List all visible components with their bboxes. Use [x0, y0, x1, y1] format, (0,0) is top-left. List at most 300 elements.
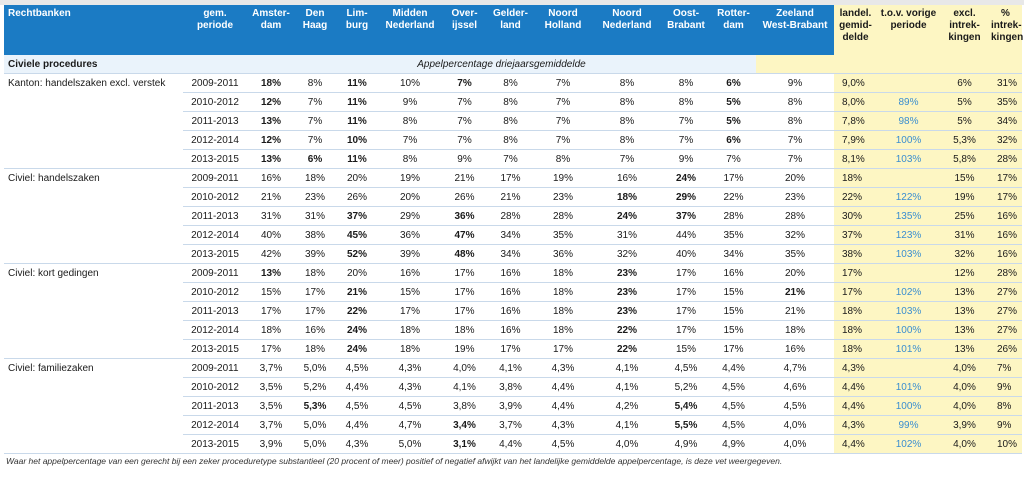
pct-withdrawals-cell: 17%: [989, 188, 1022, 207]
row-label: [4, 340, 183, 359]
value-cell: 10%: [379, 74, 441, 93]
value-cell: 44%: [661, 226, 711, 245]
value-cell: 35%: [756, 245, 834, 264]
value-cell: 8%: [488, 93, 533, 112]
table-row: [4, 340, 1022, 359]
period-cell: 2011-2013: [183, 207, 247, 226]
excl-withdrawals-cell: 13%: [940, 340, 989, 359]
value-cell: 28%: [533, 207, 593, 226]
value-cell: 4,7%: [379, 416, 441, 435]
national-average-cell: 17%: [834, 264, 877, 283]
value-cell: 4,9%: [661, 435, 711, 454]
pct-withdrawals-cell: 9%: [989, 378, 1022, 397]
excl-withdrawals-cell: 13%: [940, 321, 989, 340]
period-cell: 2013-2015: [183, 150, 247, 169]
value-cell: 4,0%: [593, 435, 661, 454]
column-header-line: Rotter-: [717, 8, 750, 19]
column-header: [756, 5, 834, 55]
vs-previous-cell: 102%: [877, 283, 940, 302]
vs-previous-cell: 100%: [877, 397, 940, 416]
column-header: [661, 5, 711, 55]
row-label: [4, 226, 183, 245]
vs-previous-cell: 103%: [877, 302, 940, 321]
pct-withdrawals-cell: 16%: [989, 245, 1022, 264]
value-cell: 17%: [488, 169, 533, 188]
value-cell: 3,9%: [488, 397, 533, 416]
value-cell: 5,3%: [295, 397, 335, 416]
value-cell: 7%: [441, 74, 488, 93]
vs-previous-cell: 123%: [877, 226, 940, 245]
period-cell: 2012-2014: [183, 131, 247, 150]
value-cell: 19%: [379, 169, 441, 188]
excl-withdrawals-cell: 13%: [940, 283, 989, 302]
value-cell: 3,5%: [247, 397, 295, 416]
period-cell: 2012-2014: [183, 321, 247, 340]
excl-withdrawals-cell: 19%: [940, 188, 989, 207]
value-cell: 34%: [488, 226, 533, 245]
period-cell: 2011-2013: [183, 397, 247, 416]
value-cell: 17%: [441, 283, 488, 302]
value-cell: 21%: [247, 188, 295, 207]
value-cell: 11%: [335, 112, 379, 131]
value-cell: 4,5%: [711, 416, 756, 435]
national-average-cell: 17%: [834, 283, 877, 302]
value-cell: 15%: [711, 283, 756, 302]
appeal-table: [4, 5, 1022, 454]
value-cell: 4,0%: [756, 416, 834, 435]
value-cell: 37%: [335, 207, 379, 226]
pct-withdrawals-cell: 27%: [989, 302, 1022, 321]
column-header: [940, 5, 989, 55]
table-row: [4, 169, 1022, 188]
period-cell: 2010-2012: [183, 283, 247, 302]
row-label: [4, 93, 183, 112]
period-cell: 2011-2013: [183, 302, 247, 321]
excl-withdrawals-cell: 4,0%: [940, 359, 989, 378]
value-cell: 17%: [711, 340, 756, 359]
value-cell: 22%: [593, 321, 661, 340]
value-cell: 4,4%: [533, 378, 593, 397]
table-row: [4, 207, 1022, 226]
value-cell: 7%: [661, 112, 711, 131]
excl-withdrawals-cell: 6%: [940, 74, 989, 93]
column-header-line: Rechtbanken: [8, 8, 71, 19]
vs-previous-cell: 100%: [877, 321, 940, 340]
value-cell: 18%: [295, 169, 335, 188]
value-cell: 7%: [533, 74, 593, 93]
table-row: [4, 150, 1022, 169]
row-label: Civiel: kort gedingen: [8, 267, 99, 279]
vs-previous-cell: [877, 264, 940, 283]
period-cell: 2009-2011: [183, 359, 247, 378]
column-header-line: Nederland: [385, 20, 435, 31]
row-label: [4, 435, 183, 454]
national-average-cell: 18%: [834, 340, 877, 359]
value-cell: 4,1%: [593, 359, 661, 378]
value-cell: 17%: [661, 302, 711, 321]
value-cell: 18%: [247, 321, 295, 340]
value-cell: 24%: [661, 169, 711, 188]
value-cell: 8%: [488, 131, 533, 150]
value-cell: 28%: [711, 207, 756, 226]
value-cell: 16%: [488, 321, 533, 340]
pct-withdrawals-cell: 7%: [989, 359, 1022, 378]
table-row: [4, 321, 1022, 340]
value-cell: 4,2%: [593, 397, 661, 416]
excl-withdrawals-cell: 31%: [940, 226, 989, 245]
value-cell: 13%: [247, 264, 295, 283]
column-header-line: burg: [345, 20, 369, 31]
value-cell: 8%: [593, 131, 661, 150]
table-row: [4, 112, 1022, 131]
value-cell: 4,5%: [711, 397, 756, 416]
value-cell: 3,7%: [247, 416, 295, 435]
pct-withdrawals-cell: 28%: [989, 150, 1022, 169]
value-cell: 4,1%: [593, 378, 661, 397]
column-header-line: ijssel: [451, 20, 478, 31]
column-header-line: Den: [305, 8, 325, 19]
value-cell: 18%: [295, 340, 335, 359]
value-cell: 4,5%: [711, 378, 756, 397]
value-cell: 34%: [711, 245, 756, 264]
excl-withdrawals-cell: 4,0%: [940, 435, 989, 454]
excl-withdrawals-cell: 32%: [940, 245, 989, 264]
value-cell: 15%: [711, 321, 756, 340]
period-cell: 2009-2011: [183, 169, 247, 188]
value-cell: 39%: [295, 245, 335, 264]
column-header-line: intrek-: [949, 20, 980, 31]
value-cell: 7%: [379, 131, 441, 150]
value-cell: 18%: [533, 321, 593, 340]
vs-previous-cell: 99%: [877, 416, 940, 435]
column-header-line: Oost-: [672, 8, 700, 19]
row-label: [4, 131, 183, 150]
value-cell: 21%: [756, 302, 834, 321]
value-cell: 7%: [441, 93, 488, 112]
row-label: [4, 397, 183, 416]
value-cell: 18%: [533, 302, 593, 321]
excl-withdrawals-cell: 5%: [940, 93, 989, 112]
table-row: [4, 188, 1022, 207]
value-cell: 3,7%: [247, 359, 295, 378]
value-cell: 18%: [533, 264, 593, 283]
value-cell: 3,9%: [247, 435, 295, 454]
value-cell: 17%: [661, 321, 711, 340]
excl-withdrawals-cell: 5%: [940, 112, 989, 131]
column-header-line: dam: [260, 20, 282, 31]
column-header: [711, 5, 756, 55]
column-header-line: Nederland: [602, 20, 652, 31]
column-header-line: Midden: [392, 8, 428, 19]
vs-previous-cell: 89%: [877, 93, 940, 112]
row-label: Civiel: familiezaken: [8, 362, 94, 374]
value-cell: 18%: [441, 321, 488, 340]
vs-previous-cell: 98%: [877, 112, 940, 131]
column-header: [488, 5, 533, 55]
value-cell: 9%: [661, 150, 711, 169]
pct-withdrawals-cell: 26%: [989, 340, 1022, 359]
value-cell: 4,4%: [335, 416, 379, 435]
value-cell: 11%: [335, 93, 379, 112]
section-row: [4, 55, 1022, 74]
value-cell: 17%: [661, 283, 711, 302]
national-average-cell: 4,4%: [834, 435, 877, 454]
period-cell: 2009-2011: [183, 74, 247, 93]
pct-withdrawals-cell: 17%: [989, 169, 1022, 188]
value-cell: 5%: [711, 93, 756, 112]
value-cell: 16%: [295, 321, 335, 340]
national-average-cell: 4,4%: [834, 397, 877, 416]
pct-withdrawals-cell: 34%: [989, 112, 1022, 131]
value-cell: 16%: [488, 264, 533, 283]
column-header: [335, 5, 379, 55]
value-cell: 22%: [593, 340, 661, 359]
value-cell: 31%: [295, 207, 335, 226]
value-cell: 15%: [247, 283, 295, 302]
value-cell: 23%: [533, 188, 593, 207]
column-header-line: Noord: [548, 8, 578, 19]
value-cell: 17%: [441, 264, 488, 283]
value-cell: 7%: [441, 112, 488, 131]
value-cell: 20%: [335, 264, 379, 283]
value-cell: 16%: [379, 264, 441, 283]
value-cell: 24%: [335, 340, 379, 359]
pct-withdrawals-cell: 27%: [989, 283, 1022, 302]
column-header-line: Gelder-: [492, 8, 528, 19]
value-cell: 5,0%: [379, 435, 441, 454]
column-header-line: Amster-: [252, 8, 290, 19]
value-cell: 5,4%: [661, 397, 711, 416]
national-average-cell: 18%: [834, 321, 877, 340]
pct-withdrawals-cell: 10%: [989, 435, 1022, 454]
value-cell: 5,0%: [295, 435, 335, 454]
vs-previous-cell: 103%: [877, 150, 940, 169]
column-header-line: gem.: [203, 8, 227, 19]
national-average-cell: 22%: [834, 188, 877, 207]
column-header: [533, 5, 593, 55]
table-row: [4, 302, 1022, 321]
value-cell: 4,4%: [488, 435, 533, 454]
value-cell: 18%: [593, 188, 661, 207]
period-cell: 2010-2012: [183, 378, 247, 397]
value-cell: 17%: [711, 169, 756, 188]
national-average-cell: 7,8%: [834, 112, 877, 131]
value-cell: 7%: [533, 93, 593, 112]
value-cell: 26%: [441, 188, 488, 207]
column-header-line: West-Brabant: [762, 20, 828, 31]
value-cell: 18%: [295, 264, 335, 283]
column-header-line: gemid-: [839, 20, 872, 31]
column-header-line: kingen: [991, 32, 1024, 43]
value-cell: 8%: [379, 112, 441, 131]
value-cell: 15%: [379, 283, 441, 302]
national-average-cell: 4,3%: [834, 416, 877, 435]
value-cell: 7%: [533, 131, 593, 150]
value-cell: 4,4%: [335, 378, 379, 397]
value-cell: 40%: [661, 245, 711, 264]
value-cell: 7%: [756, 131, 834, 150]
value-cell: 8%: [756, 93, 834, 112]
value-cell: 8%: [295, 74, 335, 93]
value-cell: 3,8%: [488, 378, 533, 397]
value-cell: 32%: [593, 245, 661, 264]
value-cell: 7%: [295, 112, 335, 131]
period-cell: 2010-2012: [183, 93, 247, 112]
value-cell: 4,0%: [756, 435, 834, 454]
column-header-line: Zeeland: [776, 8, 814, 19]
value-cell: 23%: [593, 283, 661, 302]
value-cell: 37%: [661, 207, 711, 226]
value-cell: 28%: [488, 207, 533, 226]
value-cell: 26%: [335, 188, 379, 207]
pct-withdrawals-cell: 31%: [989, 74, 1022, 93]
column-header: [593, 5, 661, 55]
vs-previous-cell: 122%: [877, 188, 940, 207]
vs-previous-cell: 102%: [877, 435, 940, 454]
column-header-line: delde: [842, 32, 869, 43]
value-cell: 8%: [379, 150, 441, 169]
value-cell: 17%: [379, 302, 441, 321]
national-average-cell: 18%: [834, 169, 877, 188]
value-cell: 52%: [335, 245, 379, 264]
value-cell: 5,2%: [295, 378, 335, 397]
value-cell: 32%: [756, 226, 834, 245]
value-cell: 24%: [593, 207, 661, 226]
column-header: [4, 5, 183, 55]
row-label: Kanton: handelszaken excl. verstek: [8, 77, 166, 89]
excl-withdrawals-cell: 4,0%: [940, 378, 989, 397]
value-cell: 18%: [533, 283, 593, 302]
vs-previous-cell: [877, 359, 940, 378]
column-header-line: dam: [723, 20, 744, 31]
value-cell: 4,1%: [441, 378, 488, 397]
excl-withdrawals-cell: 15%: [940, 169, 989, 188]
value-cell: 8%: [488, 74, 533, 93]
value-cell: 4,1%: [488, 359, 533, 378]
table-row: [4, 435, 1022, 454]
value-cell: 7%: [441, 131, 488, 150]
value-cell: 6%: [295, 150, 335, 169]
pct-withdrawals-cell: 28%: [989, 264, 1022, 283]
value-cell: 18%: [756, 321, 834, 340]
value-cell: 20%: [756, 264, 834, 283]
value-cell: 9%: [379, 93, 441, 112]
row-label: [4, 112, 183, 131]
table-body: [4, 55, 1022, 454]
section-subtitle: Appelpercentage driejaarsgemiddelde: [247, 55, 756, 74]
value-cell: 13%: [247, 112, 295, 131]
value-cell: 36%: [533, 245, 593, 264]
national-average-cell: 7,9%: [834, 131, 877, 150]
column-header: [989, 5, 1022, 55]
value-cell: 4,3%: [533, 416, 593, 435]
value-cell: 15%: [661, 340, 711, 359]
value-cell: 31%: [247, 207, 295, 226]
value-cell: 5%: [711, 112, 756, 131]
value-cell: 40%: [247, 226, 295, 245]
header-row: [4, 5, 1022, 55]
row-label: [4, 207, 183, 226]
national-average-cell: 30%: [834, 207, 877, 226]
value-cell: 12%: [247, 93, 295, 112]
excl-withdrawals-cell: 5,3%: [940, 131, 989, 150]
value-cell: 4,5%: [379, 397, 441, 416]
value-cell: 17%: [661, 264, 711, 283]
value-cell: 7%: [593, 150, 661, 169]
table-row: [4, 359, 1022, 378]
value-cell: 3,8%: [441, 397, 488, 416]
value-cell: 42%: [247, 245, 295, 264]
row-label: [4, 150, 183, 169]
excl-withdrawals-cell: 25%: [940, 207, 989, 226]
value-cell: 23%: [756, 188, 834, 207]
value-cell: 3,7%: [488, 416, 533, 435]
national-average-cell: 38%: [834, 245, 877, 264]
excl-withdrawals-cell: 3,9%: [940, 416, 989, 435]
value-cell: 36%: [441, 207, 488, 226]
period-cell: 2012-2014: [183, 416, 247, 435]
value-cell: 20%: [379, 188, 441, 207]
pct-withdrawals-cell: 16%: [989, 226, 1022, 245]
table-row: [4, 378, 1022, 397]
table-row: [4, 416, 1022, 435]
value-cell: 4,9%: [711, 435, 756, 454]
value-cell: 8%: [593, 112, 661, 131]
vs-previous-cell: [877, 169, 940, 188]
row-label: [4, 302, 183, 321]
period-cell: 2013-2015: [183, 435, 247, 454]
value-cell: 17%: [247, 340, 295, 359]
national-average-cell: 18%: [834, 302, 877, 321]
value-cell: 4,4%: [533, 397, 593, 416]
column-header: [183, 5, 247, 55]
value-cell: 4,3%: [379, 359, 441, 378]
excl-withdrawals-cell: 5,8%: [940, 150, 989, 169]
vs-previous-cell: 100%: [877, 131, 940, 150]
value-cell: 23%: [593, 264, 661, 283]
national-average-cell: 9,0%: [834, 74, 877, 93]
vs-previous-cell: 135%: [877, 207, 940, 226]
pct-withdrawals-cell: 8%: [989, 397, 1022, 416]
period-cell: 2012-2014: [183, 226, 247, 245]
column-header: [379, 5, 441, 55]
value-cell: 8%: [533, 150, 593, 169]
value-cell: 3,4%: [441, 416, 488, 435]
value-cell: 16%: [488, 302, 533, 321]
national-average-cell: 8,1%: [834, 150, 877, 169]
value-cell: 7%: [661, 131, 711, 150]
row-label: [4, 378, 183, 397]
value-cell: 47%: [441, 226, 488, 245]
value-cell: 28%: [756, 207, 834, 226]
value-cell: 4,3%: [379, 378, 441, 397]
value-cell: 8%: [488, 112, 533, 131]
excl-withdrawals-cell: 12%: [940, 264, 989, 283]
value-cell: 11%: [335, 74, 379, 93]
value-cell: 23%: [593, 302, 661, 321]
value-cell: 16%: [711, 264, 756, 283]
column-header: [295, 5, 335, 55]
value-cell: 21%: [441, 169, 488, 188]
section-title: Civiele procedures: [4, 55, 183, 74]
period-cell: 2013-2015: [183, 245, 247, 264]
value-cell: 9%: [441, 150, 488, 169]
value-cell: 4,3%: [335, 435, 379, 454]
column-header-line: Over-: [451, 8, 478, 19]
value-cell: 22%: [711, 188, 756, 207]
row-label: [4, 188, 183, 207]
column-header-line: intrek-: [991, 20, 1022, 31]
